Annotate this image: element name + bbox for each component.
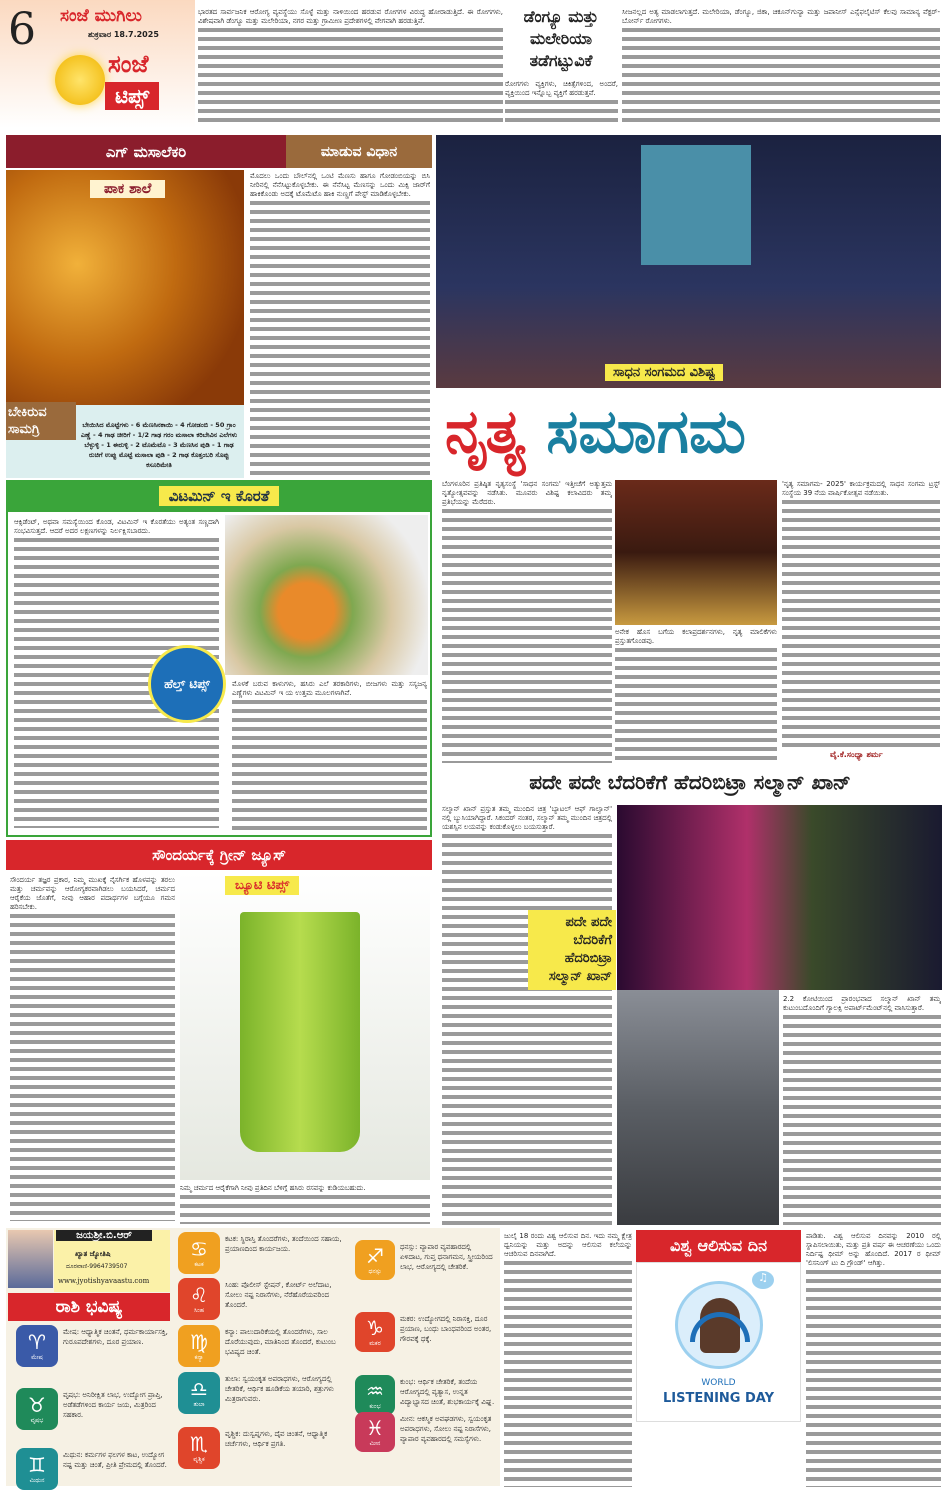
- listening-text-mid: [504, 1232, 632, 1487]
- zodiac-3-icon: [16, 1448, 58, 1490]
- listening-graphic: [636, 1262, 801, 1422]
- beauty-label: ಬ್ಯೂಟಿ ಟಿಪ್ಸ್: [225, 876, 299, 895]
- dengue-headline: ಡೆಂಗ್ಯೂ ಮತ್ತು ಮಲೇರಿಯಾ ತಡೆಗಟ್ಟುವಿಕೆ: [523, 7, 599, 70]
- dance-paragraph-1: ಬೆಂಗಳೂರಿನ ಪ್ರತಿಷ್ಠಿತ ನೃತ್ಯಸಂಸ್ಥೆ 'ಸಾಧನ ಸಂಗಮ' ಇತ್ತೀಚೆಗೆ ಅತ್ಯುತ್ತಮ ನೃತ್ಯೋತ್ಸವವನ್ನು ನಡೆಸಿತು. ಮೂವರು ವಿಶಿಷ್ಟ ಕಲಾವಿದರು ತಮ್ಮ ಪ್ರತಿಭೆಯನ್ನು ಮೆರೆದರು.: [442, 480, 612, 506]
- method-label-text: ಮಾಡುವ ವಿಧಾನ: [320, 143, 398, 160]
- zodiac-11-icon: [355, 1375, 395, 1415]
- zodiac-glyph: ♏: [190, 1432, 208, 1456]
- recipe-method-text: [250, 172, 430, 477]
- dengue-text-1: ಭಾರತದ ಸಾರ್ವಜನಿಕ ಆರೋಗ್ಯ ವ್ಯವಸ್ಥೆಯು ಸೊಳ್ಳೆ ಮತ್ತು ನಾಳಿಯಿಂದ ಹರಡುವ ರೋಗಗಳ ವಿರುದ್ಧ ಹೋರಾಡುತ್ತಿದೆ. ಈ ರೋಗಗಳು, ವಿಶೇಷವಾಗಿ ಡೆಂಗ್ಯೂ ಮತ್ತು ಮಲೇರಿಯಾ, ನಗರ ಮತ್ತು ಗ್ರಾಮೀಣ ಪ್ರದೇಶಗಳಲ್ಲಿ ವೇಗವಾಗಿ ಹರಡುತ್ತಿವೆ.: [198, 8, 503, 25]
- zodiac-prediction: ಮೇಷ: ಆಧ್ಯಾತ್ಮಿಕ ಚಿಂತನೆ, ಧರ್ಮಕಾರ್ಯಾಸಕ್ತಿ, ಗುರೂಪದೇಶಗಳು, ದೂರ ಪ್ರಯಾಣ.: [63, 1328, 168, 1346]
- zodiac-prediction: ಮಿಥುನ: ಕರ್ಮಗಳ ಫಲಗಳ ಕಾಟ, ಉದ್ಯೋಗ ನಷ್ಟ ಮತ್ತು ಚಿಂತೆ, ಪ್ರೀತಿ ಪ್ರೇಮದಲ್ಲಿ ತೊಂದರೆ.: [63, 1451, 167, 1469]
- recipe-title-bar: [6, 135, 286, 168]
- zodiac-name: ಮೇಷ: [31, 1354, 43, 1361]
- zodiac-name: ಕಟಕ: [194, 1261, 204, 1268]
- dance-group-photo: [615, 480, 777, 625]
- dance-headline-teal: ಸಮಾಗಮ: [546, 397, 746, 467]
- zodiac-prediction: ವೃಷಭ: ಅನಿರೀಕ್ಷಿತ ಲಾಭ, ಉದ್ಯೋಗ ಪ್ರಾಪ್ತಿ, ಅಡೆತಡೆಗಳಿಂದ ಕಾರ್ಯ ಜಯ, ಮಿತ್ರರಿಂದ ಸಹಕಾರ.: [63, 1391, 163, 1419]
- zodiac-name: ವೃಷಭ: [30, 1417, 44, 1424]
- green-juice-photo: [180, 872, 430, 1180]
- section-title-2: ಟಿಪ್ಸ್: [105, 82, 159, 110]
- astrologer-phone: ದೂರವಾಣಿ-9964739507: [66, 1263, 128, 1270]
- recipe-title: ಎಗ್ ಮಸಾಲೆಕರಿ: [105, 142, 187, 161]
- dance-text-2: [615, 628, 777, 763]
- dance-kicker: ಸಾಧನ ಸಂಗಮದ ವಿಶಿಷ್ಟ: [605, 364, 723, 381]
- zodiac-prediction: ಮೀನ: ಆಕಸ್ಮಿಕ ಅವಘಡಗಳು, ಸ್ವಯಂಕೃತ ಅಪರಾಧಗಳು, ಸೋಲು ನಷ್ಟ ನಿರಾಸೆಗಳು, ವ್ಯಾಪಾರ ವ್ಯವಹಾರದಲ್ಲಿ ಸಮಸ್ಯೆಗಳು.: [400, 1415, 492, 1443]
- astrologer-website[interactable]: www.jyotishyavaastu.com: [58, 1277, 150, 1285]
- salman-paragraph-1: ಸಲ್ಮಾನ್ ಖಾನ್ ಪ್ರಸ್ತುತ ತಮ್ಮ ಮುಂದಿನ ಚಿತ್ರ 'ಬ್ಯಾಟಲ್ ಆಫ್ ಗಾಲ್ವಾನ್' ನಲ್ಲಿ ಬ್ಯುಸಿಯಾಗಿದ್ದಾರೆ. ಸಿಕಂದರ್ ನಂತರ, ಸಲ್ಮಾನ್ ತಮ್ಮ ಮುಂದಿನ ಚಿತ್ರದಲ್ಲಿ ಯಶಸ್ಸಿನ ಲಯವನ್ನು ಕಂಡುಕೊಳ್ಳಲು ಬಯಸುತ್ತಾರೆ.: [442, 805, 612, 831]
- zodiac-name: ವೃಶ್ಚಿಕ: [193, 1456, 205, 1463]
- beauty-text-2: [180, 1184, 430, 1224]
- dance-headline: [445, 392, 746, 472]
- salman-photo-1: [617, 805, 942, 990]
- paper-name: ಸಂಜೆ ಮುಗಿಲು: [60, 6, 142, 26]
- zodiac-1-icon: [16, 1325, 58, 1367]
- page-number: 6: [8, 4, 36, 55]
- dance-headline-red: ನೃತ್ಯ: [445, 397, 526, 467]
- salman-text-1: [442, 805, 612, 1225]
- zodiac-glyph: ♒: [366, 1379, 384, 1403]
- zodiac-name: ಮೀನ: [369, 1440, 381, 1447]
- zodiac-glyph: ♈: [28, 1330, 46, 1354]
- dance-paragraph-3: 'ನೃತ್ಯ ಸಮಾಗಮ- 2025' ಕಾರ್ಯಕ್ರಮದಲ್ಲಿ ಸಾಧನ ಸಂಗಮ ಟ್ರಸ್ಟ್ ಸಂಸ್ಥೆಯ 39 ನೆಯ ವಾರ್ಷಿಕೋತ್ಸವ ನಡೆಯಿತು.: [782, 480, 940, 497]
- masthead: [0, 0, 195, 128]
- horoscope-heading: ರಾಶಿ ಭವಿಷ್ಯ: [8, 1293, 170, 1321]
- zodiac-9-icon: [355, 1240, 395, 1280]
- zodiac-name: ಧನಸ್ಸು: [368, 1268, 382, 1275]
- method-label: [286, 135, 432, 168]
- beauty-title: ಸೌಂದರ್ಯಕ್ಕೆ ಗ್ರೀನ್ ಜ್ಯೂಸ್: [152, 846, 286, 864]
- salman-pullquote: ಪದೇ ಪದೇ ಬೆದರಿಕೆಗೆ ಹೆದರಿಬಿಟ್ರಾ ಸಲ್ಮಾನ್ ಖಾನ್: [528, 910, 616, 990]
- health-paragraph-1: ಆಕ್ಸಿಡೆಂಟ್, ಅಥವಾ ಸಮಸ್ಯೆಯಿಂದ ಕೊಂಡ, ವಿಟಮಿನ್ ಇ ಕೊರತೆಯು ಅತ್ಯಂತ ಸಣ್ಣದಾಗಿ ಸಂಭವಿಸುತ್ತದೆ. ಆದರೆ ಅದರ ಲಕ್ಷಣಗಳನ್ನು ನಿರ್ಲಕ್ಷಿಸಬಾರದು.: [14, 518, 219, 535]
- listening-paragraph-1: ಜುಲೈ 18 ರಂದು ವಿಶ್ವ ಆಲಿಸುವ ದಿನ. ಇದು ನಮ್ಮ ಕ್ಷೇತ್ರ ಧ್ವನಿಯನ್ನು ಮತ್ತು ಅದನ್ನು ಆಲಿಸುವ ಕಲೆಯನ್ನು ಆಚರಿಸುವ ದಿನವಾಗಿದೆ.: [504, 1232, 632, 1258]
- dengue-col-3: [622, 8, 940, 126]
- vitamin-foods-photo: [225, 515, 428, 675]
- zodiac-8-icon: [178, 1427, 220, 1469]
- zodiac-prediction: ವೃಶ್ಚಿಕ: ದುಸ್ವಪ್ನಗಳು, ದೈವ ಚಿಂತನೆ, ಆಧ್ಯಾತ್ಮಿಕ ಚರ್ಚೆಗಳು, ಆರ್ಥಿಕ ಪ್ರಗತಿ.: [225, 1430, 328, 1448]
- zodiac-prediction: ಸಿಂಹ: ಪೊಲೀಸ್ ಸ್ಟೇಷನ್, ಕೋರ್ಟ್ ಅಲೆದಾಟ, ಸೋಲು ನಷ್ಟ ನಿರಾಸೆಗಳು, ನೆರೆಹೊರೆಯವರಿಂದ ತೊಂದರೆ.: [225, 1281, 332, 1309]
- zodiac-glyph: ♉: [28, 1393, 46, 1417]
- salman-paragraph-2: 2.2 ಕೋಟಿಯಿಂದ ಪ್ರಾರಂಭವಾದ ಸಲ್ಮಾನ್ ಖಾನ್ ತಮ್ಮ ಕುಟುಂಬದೊಂದಿಗೆ ಗ್ಯಾಲಕ್ಸಿ ಅಪಾರ್ಟ್‌ಮೆಂಟ್‌ನಲ್ಲಿ ವಾಸಿಸುತ್ತಾರೆ.: [783, 995, 941, 1012]
- zodiac-glyph: ♎: [190, 1377, 208, 1401]
- zodiac-glyph: ♊: [28, 1453, 46, 1477]
- health-title: ವಿಟಮಿನ್ ಇ ಕೊರತೆ: [159, 486, 280, 506]
- zodiac-name: ಮಿಥುನ: [29, 1477, 45, 1484]
- zodiac-prediction: ಕನ್ಯಾ: ಪಾಲುದಾರಿಕೆಯಲ್ಲಿ ತೊಂದರೆಗಳು, ಸಾಲ ದೊರೆಯುವುದು, ಮಾತಿನಿಂದ ತೊಂದರೆ, ಕುಟುಂಬ ಭವಿಷ್ಯದ ಚಿಂತೆ.: [225, 1328, 336, 1356]
- zodiac-name: ಕುಂಭ: [369, 1403, 381, 1410]
- zodiac-2-icon: [16, 1388, 58, 1430]
- astrologer-name: ಜಯಶ್ರೀ.ಬಿ.ಆರ್: [56, 1230, 152, 1241]
- dengue-col-2: [505, 80, 618, 126]
- zodiac-prediction: ಕಟಕ: ಸ್ಥಿರಾಸ್ತಿ ತೊಂದರೆಗಳು, ತಂದೆಯಿಂದ ಸಹಾಯ, ಪ್ರಯಾಣದಿಂದ ಕಾರ್ಯಜಯ.: [225, 1235, 342, 1253]
- health-text-2: [232, 680, 427, 830]
- health-tips-badge: [148, 645, 226, 723]
- music-note-icon: ♫: [752, 1271, 774, 1289]
- graphic-line-1: WORLD: [701, 1378, 736, 1388]
- astrologer-title: ಖ್ಯಾತ ಜ್ಯೋತಿಷಿ: [75, 1250, 111, 1258]
- zodiac-10-icon: [355, 1312, 395, 1352]
- listening-text-right: [806, 1232, 941, 1487]
- zodiac-name: ಮಕರ: [369, 1340, 381, 1347]
- beauty-paragraph-1: ಸೌಂದರ್ಯ ತಜ್ಞರ ಪ್ರಕಾರ, ನಿಮ್ಮ ಮುಖಕ್ಕೆ ನೈಸರ್ಗಿಕ ಹೊಳಪನ್ನು ತರಲು ಮತ್ತು ಚರ್ಮವನ್ನು ಆರೋಗ್ಯಕರವಾಗಿಡಲು ಬಯಸಿದರೆ, ಚರ್ಮದ ಆರೈಕೆಯ ಜೊತೆಗೆ, ನೀವು ಆಹಾರ ಪದಾರ್ಥಗಳ ಬಗ್ಗೆಯೂ ಗಮನ ಹರಿಸಬೇಕು.: [10, 876, 175, 911]
- zodiac-name: ಕನ್ಯಾ: [194, 1354, 204, 1361]
- zodiac-glyph: ♐: [366, 1244, 384, 1268]
- zodiac-glyph: ♑: [366, 1316, 384, 1340]
- dengue-col-1: [198, 8, 503, 126]
- dengue-text-3: ಸೀಜನಲ್ಲದ ಅತ್ಯ ಮಾಡಲಾಗುತ್ತದೆ. ಮಲೇರಿಯಾ, ಡೆಂಗ್ಯೂ, ಜಿಕಾ, ಚಿಕೂನ್‌ಗುನ್ಯಾ ಮತ್ತು ಜಪಾನೀಸ್ ಎನ್ಸೆಫಲೈಟಿಸ್ ಕೆಲವು ಸಾಮಾನ್ಯ ವೆಕ್ಟರ್-ಬೋರ್ನ್ ರೋಗಗಳು.: [622, 8, 940, 25]
- kitchen-label: ಪಾಕ ಶಾಲೆ: [90, 180, 165, 198]
- section-title: ಸಂಜೆ: [108, 50, 149, 78]
- zodiac-6-icon: [178, 1325, 220, 1367]
- ingredients-list: ಬೇಯಿಸಿದ ಮೊಟ್ಟೆಗಳು - 6 ಮೆಣಸಿನಕಾಯಿ - 4 ಗೋಡಂಬಿ - 50 ಗ್ರಾಂ ಎಣ್ಣೆ - 4 ಗಾಢ ಚೀರಿಗೆ - 1/2 ಗಾಢ ಗರಂ ಮಸಾಲಾ ಕರಿಬೇವಿನ ಎಲೆಗಳು ಬೆಳ್ಳುಳ್ಳಿ - 1 ಈರುಳ್ಳಿ - 2 ಟೊಮೆಟೊ - 3 ಮೆಣಸಿನ ಪುಡಿ - 1 ಗಾಢ ರುಚಿಗೆ ಉಪ್ಪು ಮೊಟ್ಟೆ ಮಸಾಲಾ ಪುಡಿ - 2 ಗಾಢ ಕೊತ್ತಂಬರಿ ಸೊಪ್ಪು ಕಸೂರಿಮೇತಿ: [80, 421, 238, 469]
- graphic-line-2: LISTENING DAY: [662, 1391, 775, 1406]
- beauty-text-1: [10, 876, 175, 1221]
- dance-paragraph-2: ಅನೇಕ ಹೊಸ ಬಗೆಯ ಕಲಾಪ್ರದರ್ಶನಗಳು, ನೃತ್ಯ ಮಾಲಿಕೆಗಳು ಪ್ರಸ್ತುತಗೊಂಡವು.: [615, 628, 777, 645]
- health-tips-badge-text: ಹೆಲ್ತ್ ಟಿಪ್ಸ್: [164, 677, 210, 691]
- issue-date: ಶುಕ್ರವಾರ 18.7.2025: [88, 30, 159, 39]
- health-title-bar: [6, 480, 432, 512]
- beauty-title-bar: [6, 840, 432, 870]
- zodiac-5-icon: [178, 1278, 220, 1320]
- dance-stage-photo: [436, 135, 941, 388]
- zodiac-glyph: ♌: [190, 1283, 208, 1307]
- salman-text-2: [783, 995, 941, 1225]
- zodiac-prediction: ಮಕರ: ಉದ್ಯೋಗದಲ್ಲಿ ನಿರಾಸಕ್ತಿ, ದೂರ ಪ್ರಯಾಣ, ಬಂಧು ಬಾಂಧವರಿಂದ ಅಂತರ, ಗೌರವಕ್ಕೆ ಧಕ್ಕೆ.: [400, 1315, 492, 1343]
- zodiac-prediction: ಕುಂಭ: ಆರ್ಥಿಕ ಚೇತರಿಕೆ, ತಂದೆಯ ಆರೋಗ್ಯದಲ್ಲಿ ವ್ಯತ್ಯಾಸ, ಉನ್ನತ ವಿದ್ಯಾಭ್ಯಾಸದ ಚಿಂತೆ, ಶುಭಕಾರ್ಯಕ್ಕೆ ವಿಘ್ನ.: [400, 1378, 495, 1406]
- zodiac-12-icon: [355, 1412, 395, 1452]
- zodiac-4-icon: [178, 1232, 220, 1274]
- zodiac-glyph: ♋: [190, 1237, 208, 1261]
- zodiac-7-icon: [178, 1372, 220, 1414]
- listening-headline: ವಿಶ್ವ ಆಲಿಸುವ ದಿನ: [636, 1230, 801, 1262]
- beauty-paragraph-2: ನಿಮ್ಮ ಚರ್ಮದ ಆರೈಕೆಗಾಗಿ ನೀವು ಪ್ರತಿದಿನ ಬೆಳಿಗ್ಗೆ ಹಸಿರು ರಸವನ್ನು ಕುಡಿಯಬಹುದು.: [180, 1184, 366, 1192]
- headphones-girl-icon: [675, 1281, 763, 1369]
- dance-text-3: [782, 480, 940, 748]
- health-paragraph-2: ಮೊಳಕೆ ಬರುವ ಕಾಳುಗಳು, ಹಸಿರು ಎಲೆ ತರಕಾರಿಗಳು, ಬೀಜಗಳು ಮತ್ತು ಸಸ್ಯಜನ್ಯ ಎಣ್ಣೆಗಳು ವಿಟಮಿನ್ ಇ ಯ ಉತ್ತಮ ಮೂಲಗಳಾಗಿವೆ.: [232, 680, 427, 697]
- zodiac-glyph: ♓: [366, 1416, 384, 1440]
- egg-curry-photo: [6, 170, 244, 405]
- listening-paragraph-2: ಪಾಡಿತು. ವಿಶ್ವ ಆಲಿಸುವ ದಿನವನ್ನು 2010 ರಲ್ಲಿ ಸ್ಥಾಪಿಸಲಾಯಿತು, ಮತ್ತು ಪ್ರತಿ ವರ್ಷ ಈ ಆಚರಣೆಯು ಒಂದು ನಿರ್ದಿಷ್ಟ ಥೀಮ್ ಅನ್ನು ಹೊಂದಿದೆ. 2017 ರ ಥೀಮ್ 'ಲಿಸನಿಂಗ್ ಟು ದಿ ಗ್ರೌಂಡ್' ಆಗಿತ್ತು.: [806, 1232, 941, 1267]
- salman-headline: ಪದೇ ಪದೇ ಬೆದರಿಕೆಗೆ ಹೆದರಿಬಿಟ್ರಾ ಸಲ್ಮಾನ್ ಖಾನ್: [529, 770, 851, 794]
- dengue-text-2: ರೋಗಗಳು ವ್ಯಕ್ತಿಗಳು, ಚಿಕಿತ್ಸೆಗಳಿಂದ, ಅಂದರೆ, ವ್ಯಕ್ತಿಯಿಂದ ಇನ್ನೊಬ್ಬ ವ್ಯಕ್ತಿಗೆ ಹರಡುತ್ತವೆ.: [505, 80, 618, 97]
- zodiac-prediction: ತುಲಾ: ಸ್ವಯಂಕೃತ ಅಪರಾಧಗಳು, ಆರೋಗ್ಯದಲ್ಲಿ ಚೇತರಿಕೆ, ಆರ್ಥಿಕ ಹೂಡಿಕೆಯ ತಯಾರಿ, ಶತ್ರುಗಳು ಮಿತ್ರರಾಗುವರು.: [225, 1375, 334, 1403]
- ingredients-label: ಬೇಕಿರುವ ಸಾಮಗ್ರಿ: [6, 402, 76, 440]
- zodiac-name: ತುಲಾ: [193, 1401, 205, 1408]
- salman-photo-2: [617, 990, 779, 1225]
- dance-byline: ವೈ.ಕೆ.ಸಂಧ್ಯಾ ಶರ್ಮ: [830, 750, 883, 759]
- recipe-method-paragraph: ಮೊದಲು ಒಂದು ಬೌಲ್‌ನಲ್ಲಿ ಒಂಟಿ ಮೆಣಸು ಹಾಗೂ ಗೋಡಂಬಿಯನ್ನು ಬಿಸಿ ನೀರಿನಲ್ಲಿ ನೆನೆಸಿಟ್ಟುಕೊಳ್ಳಬೇಕು. ಈ ನೆನೆಸಿಟ್ಟ ಮೆಣಸನ್ನು ಒಂದು ಮಿಕ್ಸಿ ಜಾರ್‌ಗೆ ಹಾಕಿಕೊಂಡು ಅದಕ್ಕೆ ಟೊಮೆಟೊ ಹಾಕಿ ನುಣ್ಣಗೆ ಪೇಸ್ಟ್ ಮಾಡಿಕೊಳ್ಳಬೇಕು.: [250, 172, 430, 198]
- zodiac-glyph: ♍: [190, 1330, 208, 1354]
- astrologer-avatar: [8, 1230, 53, 1288]
- zodiac-prediction: ಧನಸ್ಸು: ವ್ಯಾಪಾರ ವ್ಯವಹಾರದಲ್ಲಿ ಏಳಿದಾಟ, ಗುಪ್ತ ಧನಾಗಮನ, ಸ್ತ್ರೀಯರಿಂದ ಲಾಭ, ಆರೋಗ್ಯದಲ್ಲಿ ಚೇತರಿಕೆ.: [400, 1243, 493, 1271]
- dance-text-1: [442, 480, 612, 763]
- lightbulb-icon: [55, 55, 105, 105]
- zodiac-name: ಸಿಂಹ: [193, 1307, 204, 1314]
